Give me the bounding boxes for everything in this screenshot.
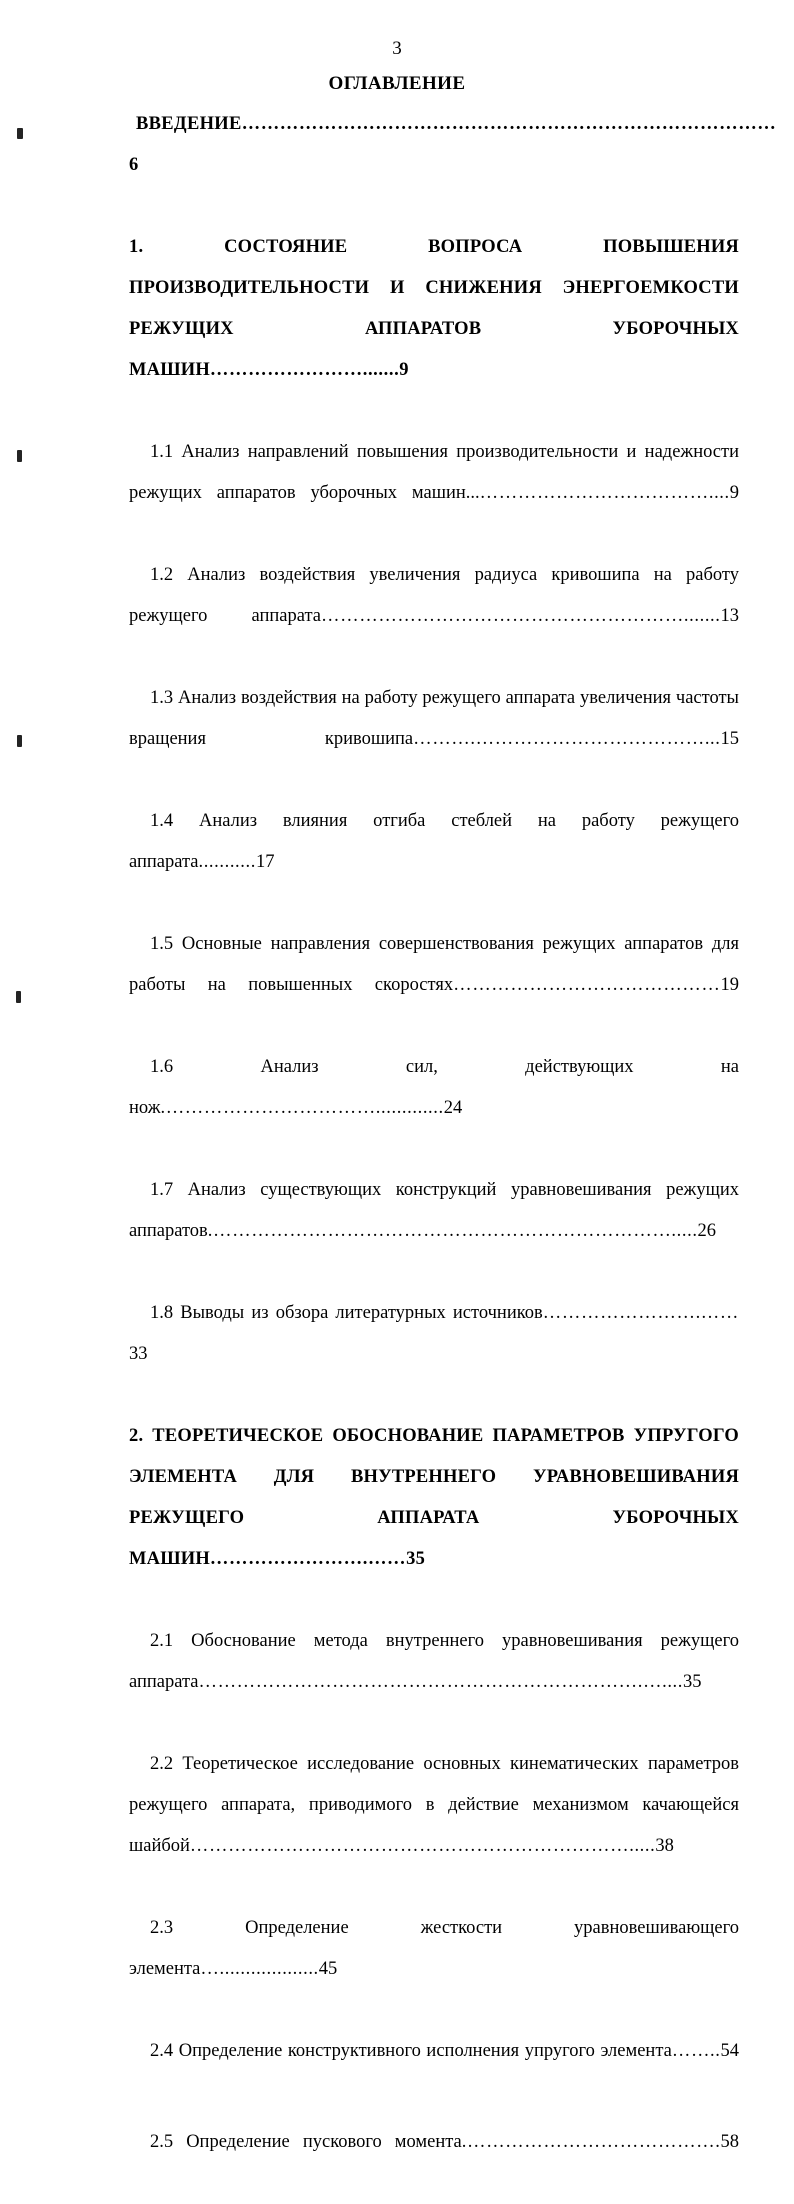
- toc-entry[interactable]: [129, 924, 739, 1047]
- toc-entry[interactable]: [129, 555, 739, 678]
- toc-page-number: 35: [683, 1672, 702, 1692]
- toc-page-number: 13: [720, 606, 739, 626]
- toc-dot-leader: .…………………………….............: [160, 1098, 444, 1118]
- toc-entry-label: 2.3 Определение жесткости уравновешивающего элемента: [129, 1918, 739, 1979]
- toc-page-number: 58: [720, 2132, 739, 2152]
- toc-dot-leader: …………………….......: [209, 360, 400, 380]
- toc-dot-leader: ……….………………………………...: [413, 729, 721, 749]
- toc-entry-label: 1.3 Анализ воздействия на работу режущего аппарата увеличения частоты вращения кривошипа: [129, 688, 739, 749]
- toc-page-number: 9: [729, 483, 739, 503]
- toc-dot-leader: …...................: [200, 1959, 319, 1979]
- toc-page-number: 9: [399, 360, 409, 380]
- toc-entry[interactable]: [129, 1416, 739, 1621]
- toc-entry[interactable]: [129, 432, 739, 555]
- toc-page-number: 26: [697, 1221, 717, 1241]
- toc-dot-leader: ………………………………....: [479, 483, 730, 503]
- toc-entry-label: 1.2 Анализ воздействия увеличения радиуса кривошипа на работу режущего аппарата: [129, 565, 739, 626]
- toc-entry[interactable]: [129, 1170, 739, 1293]
- toc-dot-leader: ……………………………………: [453, 975, 721, 995]
- toc-entry-label: 2.1 Обоснование метода внутреннего уравновешивания режущего аппарата: [129, 1631, 739, 1692]
- toc-entry[interactable]: [129, 1744, 739, 1908]
- toc-dot-leader: …………………………………………………………….....: [189, 1836, 656, 1856]
- scan-artifact-mark: [16, 991, 21, 1003]
- toc-dot-leader: ……..: [671, 2041, 721, 2061]
- toc-page-number: 35: [406, 1549, 426, 1569]
- toc-dot-leader: …………………….……: [542, 1303, 739, 1323]
- toc-entry[interactable]: [129, 1047, 739, 1170]
- toc-entry-label: 1.1 Анализ направлений повышения производительности и надежности режущих аппаратов уборочных машин...: [129, 442, 739, 503]
- toc-entry[interactable]: [129, 227, 739, 432]
- toc-dot-leader: ...........: [198, 852, 256, 872]
- toc-dot-leader: .………………………………….: [461, 2132, 721, 2152]
- toc-entry[interactable]: [129, 801, 739, 924]
- toc-page-number: 24: [443, 1098, 463, 1118]
- toc-entry[interactable]: [129, 1908, 739, 2031]
- page-number: 3: [392, 38, 402, 59]
- toc-entry-label: 2.2 Теоретическое исследование основных кинематических параметров режущего аппарата, приводимого в действие механизмом качающейся шайбой: [129, 1754, 739, 1856]
- toc-page-number: 15: [720, 729, 739, 749]
- toc-entry-label: 2. ТЕОРЕТИЧЕСКОЕ ОБОСНОВАНИЕ ПАРАМЕТРОВ УПРУГОГО ЭЛЕМЕНТА ДЛЯ ВНУТРЕННЕГО УРАВНОВЕШИВАНИЯ РЕЖУЩЕГО АППАРАТА УБОРОЧНЫХ МАШИН: [129, 1426, 739, 1569]
- toc-page-number: 33: [129, 1344, 148, 1364]
- toc-entry-label: 1.8 Выводы из обзора литературных источников: [150, 1303, 543, 1323]
- toc-page-number: 45: [318, 1959, 338, 1979]
- toc-entry-label: 2.4 Определение конструктивного исполнения упругого элемента: [150, 2041, 672, 2061]
- toc-entry[interactable]: [129, 1621, 739, 1744]
- toc-entry-label: ВВЕДЕНИЕ: [136, 114, 242, 134]
- scan-artifact-mark: [17, 450, 22, 462]
- toc-entry-label: 2.5 Определение пускового момента: [150, 2132, 462, 2152]
- toc-page-number: 17: [255, 852, 275, 872]
- toc-entry[interactable]: [129, 2031, 739, 2113]
- toc-dot-leader: …………………….……: [209, 1549, 407, 1569]
- toc-dot-leader: ………………………………………………….......: [321, 606, 721, 626]
- toc-entry-label: 1. СОСТОЯНИЕ ВОПРОСА ПОВЫШЕНИЯ ПРОИЗВОДИТЕЛЬНОСТИ И СНИЖЕНИЯ ЭНЕРГОЕМКОСТИ РЕЖУЩИХ АППАРАТОВ УБОРОЧНЫХ МАШИН: [129, 237, 739, 380]
- toc-entry-label: 1.6 Анализ сил, действующих на нож: [129, 1057, 739, 1118]
- toc-dot-leader: .……………………………………………………………….....: [207, 1221, 698, 1241]
- toc-dot-leader: …………………………………………………………………………: [241, 114, 777, 134]
- toc-entry[interactable]: [129, 104, 777, 227]
- toc-page-number: 38: [655, 1836, 674, 1856]
- toc-entry[interactable]: [129, 678, 739, 801]
- toc-entry-label: 1.5 Основные направления совершенствования режущих аппаратов для работы на повышенных скоростях: [129, 934, 739, 995]
- scan-artifact-mark: [17, 128, 23, 139]
- toc-entry[interactable]: [129, 2122, 739, 2204]
- table-of-contents: [129, 104, 777, 2204]
- toc-page-number: 19: [720, 975, 739, 995]
- toc-entry[interactable]: [129, 1293, 739, 1416]
- toc-page-number: 6: [129, 155, 139, 175]
- toc-entry-label: 1.4 Анализ влияния отгиба стеблей на работу режущего аппарата: [129, 811, 739, 872]
- scan-artifact-mark: [17, 735, 22, 747]
- toc-dot-leader: …………………………………………………………….…....: [198, 1672, 684, 1692]
- toc-entry-label: 1.7 Анализ существующих конструкций уравновешивания режущих аппаратов: [129, 1180, 739, 1241]
- toc-page-number: 54: [720, 2041, 739, 2061]
- page-title: ОГЛАВЛЕНИЕ: [328, 73, 466, 94]
